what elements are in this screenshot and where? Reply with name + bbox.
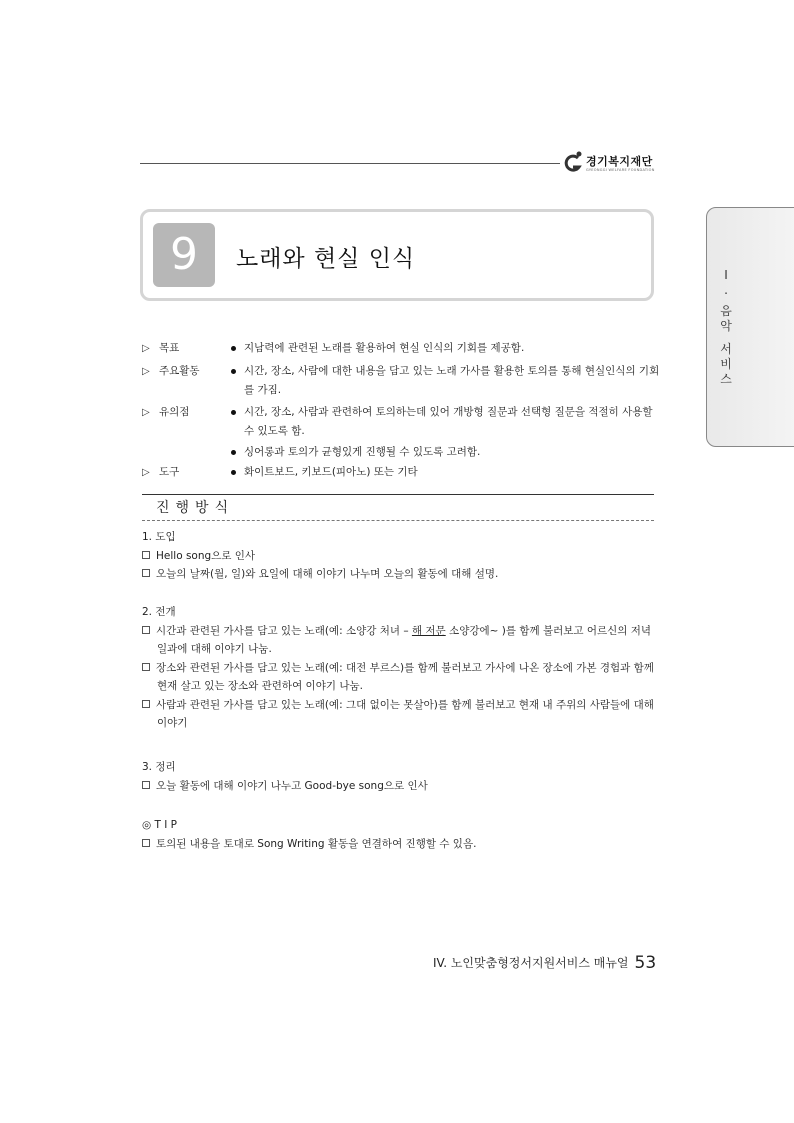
info-label: 유의점	[159, 406, 190, 418]
list-item	[142, 547, 657, 566]
checkbox-square-icon	[142, 781, 150, 789]
info-item: 시간, 장소, 사람과 관련하여 토의하는데 있어 개방형 질문과 선택형 질문을 적절히 사용할 수 있도록 함.	[229, 403, 661, 441]
footer-text: IV. 노인맞춤형정서지원서비스 매뉴얼	[433, 956, 629, 970]
list-item-continuation: 현재 살고 있는 장소와 관련하여 이야기 나눔.	[157, 680, 363, 692]
list-item-text: 시간과 관련된 가사를 담고 있는 노래(예: 소양강 처녀 –	[156, 624, 412, 637]
step-wrapup	[142, 758, 657, 795]
step-title: 1. 도입	[142, 531, 176, 543]
list-item	[142, 622, 657, 641]
triangle-bullet-icon: ▷	[142, 366, 150, 377]
list-item-text: 사람과 관련된 가사를 담고 있는 노래(예: 그대 없이는 못살아)를 함께 불러보고 현재 내 주위의 사람들에 대해	[156, 698, 654, 711]
logo-text: 경기복지재단	[586, 155, 653, 168]
checkbox-square-icon	[142, 569, 150, 577]
side-tab-char: 악	[720, 319, 732, 333]
section-number: 9	[153, 223, 215, 287]
list-item-continuation: 이야기	[157, 717, 188, 729]
info-item: 싱어롱과 토의가 균형있게 진행될 수 있도록 고려함.	[229, 443, 661, 462]
step-development	[142, 603, 657, 733]
step-title: 3. 정리	[142, 761, 176, 773]
checkbox-square-icon	[142, 663, 150, 671]
side-tab-char: 스	[720, 372, 732, 386]
page-number: 53	[634, 953, 657, 973]
checkbox-square-icon	[142, 839, 150, 847]
tip-section	[142, 816, 657, 853]
section-title: 진행방식	[156, 500, 235, 516]
page-footer	[433, 953, 656, 973]
side-tab-char: .	[724, 283, 728, 297]
list-item-text: 장소와 관련된 가사를 담고 있는 노래(예: 대전 부르스)를 함께 불러보고 가사에 나온 장소에 가본 경험과 함께	[156, 661, 654, 674]
logo-subtext: GYEONGGI WELFARE FOUNDATION	[586, 168, 655, 172]
triangle-bullet-icon: ▷	[142, 407, 150, 418]
list-item	[142, 835, 657, 854]
info-item: 지남력에 관련된 노래를 활용하여 현실 인식의 기회를 제공함.	[229, 339, 661, 358]
section-rule	[142, 494, 654, 495]
step-title: 2. 전개	[142, 606, 176, 618]
list-item-text: 오늘의 날짜(월, 일)와 요일에 대해 이야기 나누며 오늘의 활동에 대해 설명.	[156, 568, 499, 580]
side-tab-char: 서	[720, 342, 732, 356]
checkbox-square-icon	[142, 551, 150, 559]
triangle-bullet-icon: ▷	[142, 343, 150, 354]
side-tab-char: 비	[720, 357, 732, 371]
list-item	[142, 777, 657, 796]
info-item: 시간, 장소, 사람에 대한 내용을 담고 있는 노래 가사를 활용한 토의를 통해 현실인식의 기회를 가짐.	[229, 362, 661, 400]
list-item-text: 토의된 내용을 토대로 Song Writing 활동을 연결하여 진행할 수 있음.	[156, 837, 477, 850]
info-item: 화이트보드, 키보드(피아노) 또는 기타	[229, 463, 661, 482]
side-tab-label	[716, 268, 736, 387]
underlined-lyric: 해 저문	[411, 624, 446, 637]
list-item-text: Hello song으로 인사	[156, 549, 256, 562]
list-item	[142, 696, 657, 715]
side-tab-char: 음	[720, 304, 732, 318]
list-item-text: 소양강에~ )를 함께 불러보고 어르신의 저녁	[445, 624, 652, 637]
info-label: 도구	[159, 466, 180, 478]
page-title: 노래와 현실 인식	[236, 246, 416, 272]
foundation-logo	[562, 150, 662, 176]
checkbox-square-icon	[142, 626, 150, 634]
triangle-bullet-icon: ▷	[142, 467, 150, 478]
section-dotted-rule	[142, 520, 654, 521]
logo-mark-icon	[562, 150, 584, 176]
tip-title: ◎ T I P	[142, 819, 178, 831]
list-item	[142, 565, 657, 584]
info-label: 주요활동	[159, 365, 200, 377]
list-item-text: 오늘 활동에 대해 이야기 나누고 Good-bye song으로 인사	[156, 779, 428, 792]
step-intro	[142, 528, 657, 584]
info-label: 목표	[159, 342, 180, 354]
checkbox-square-icon	[142, 700, 150, 708]
header-rule	[140, 163, 560, 164]
side-tab-char: Ⅰ	[724, 268, 728, 282]
list-item-continuation: 일과에 대해 이야기 나눔.	[157, 643, 272, 655]
list-item	[142, 659, 657, 678]
